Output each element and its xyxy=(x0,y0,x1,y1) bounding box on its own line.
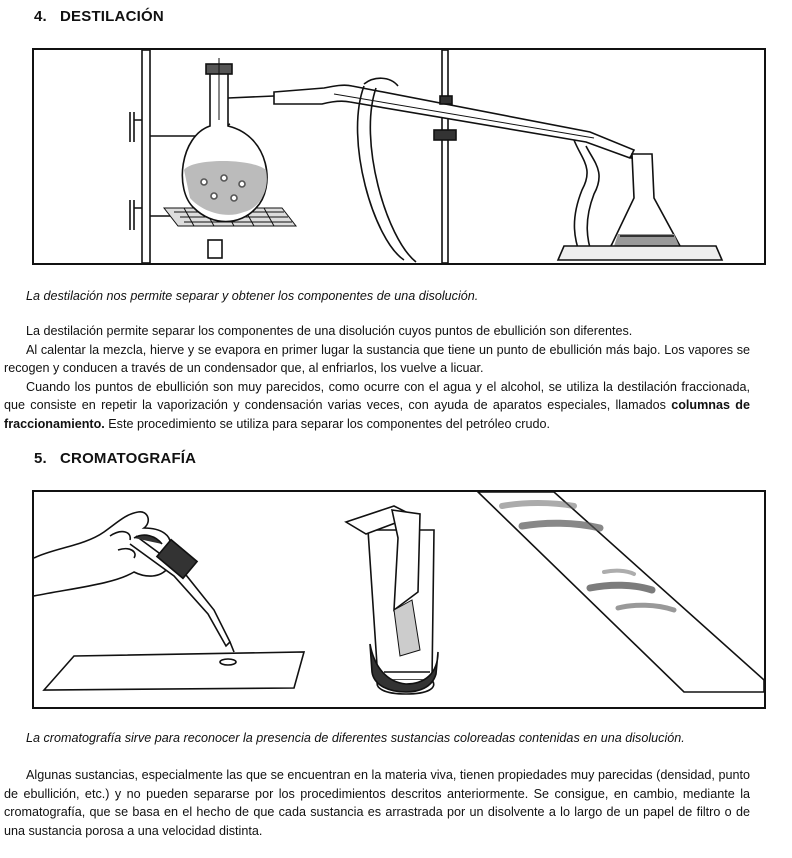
condenser xyxy=(274,78,634,262)
chromatography-illustration xyxy=(32,490,766,709)
condenser-clamp xyxy=(434,130,456,140)
fractionation-columns-term: columnas de fraccionamiento. xyxy=(4,398,750,431)
base-plate xyxy=(558,246,722,260)
distillation-paragraph-1: La destilación permite separar los componentes de una disolución cuyos puntos de ebullición son diferentes. xyxy=(26,324,633,338)
chromatography-caption: La cromatografía sirve para reconocer la presencia de diferentes sustancias coloreadas contenidas en una disolución. xyxy=(26,731,685,745)
distillation-text xyxy=(4,322,750,434)
section-4-title: DESTILACIÓN xyxy=(60,8,164,25)
chromatography-text xyxy=(4,766,750,840)
distillation-caption: La destilación nos permite separar y obtener los componentes de una disolución. xyxy=(26,289,479,303)
section-5-heading xyxy=(34,450,196,467)
beaker-with-paper xyxy=(346,506,438,694)
hand-with-dropper xyxy=(34,512,234,652)
section-5-title: CROMATOGRAFÍA xyxy=(60,450,197,467)
distillation-paragraph-2: Al calentar la mezcla, hierve y se evapora en primer lugar la sustancia que tiene un punto de ebullición más bajo. Los vapores se recogen y conducen a través de un condensador que, al enfriarlos, los vuelve a licuar. xyxy=(4,342,750,376)
burner xyxy=(208,240,222,258)
section-5-number: 5. xyxy=(34,450,47,467)
chromatography-paragraph: Algunas sustancias, especialmente las que se encuentran en la materia viva, tienen propiedades muy parecidas (densidad, punto de ebullición, etc.) y no pueden separarse por los procedimientos descritos anteriormente. Se consigue, en cambio, mediante la cromatografía, que se basa en el hecho de que cada sustancia es arrastrada por un disolvente a lo largo de un papel de filtro o de una sustancia porosa a una velocidad distinta. xyxy=(4,768,750,838)
paper-strip xyxy=(478,492,764,692)
side-arm xyxy=(228,96,274,98)
section-4-heading xyxy=(34,8,164,25)
distillation-paragraph-3-end: Este procedimiento se utiliza para separar los componentes del petróleo crudo. xyxy=(104,416,551,431)
section-4-number: 4. xyxy=(34,8,47,25)
distillation-illustration xyxy=(32,48,766,265)
erlenmeyer-flask xyxy=(610,154,680,256)
round-bottom-flask xyxy=(182,58,267,222)
glass-slide xyxy=(44,652,304,690)
distillation-paragraph-3 xyxy=(4,378,750,434)
left-stand-rod xyxy=(142,50,150,263)
right-stand-rod xyxy=(442,50,448,263)
distillation-paragraph-3-start: Cuando los puntos de ebullición son muy parecidos, como ocurre con el agua y el alcohol, se utiliza la destilación fraccionada, que consiste en repetir la vaporización y condensación varias veces, con ayuda de aparatos especiales, llamados xyxy=(4,379,750,413)
